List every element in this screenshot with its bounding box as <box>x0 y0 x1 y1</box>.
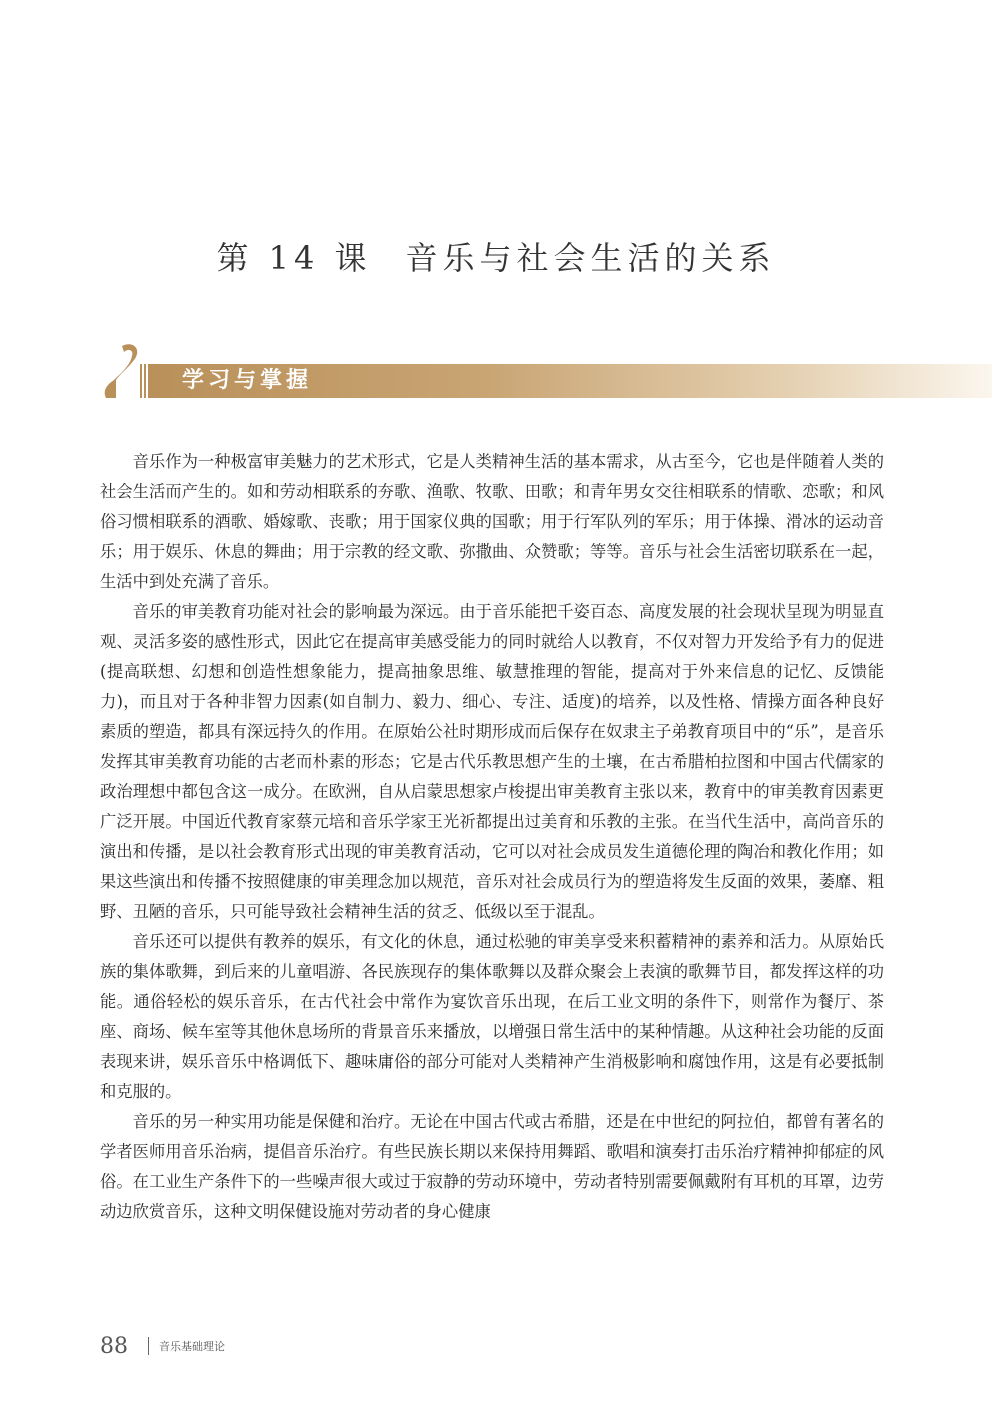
body-text <box>100 447 884 1227</box>
section-header <box>100 340 992 400</box>
book-title: 音乐基础理论 <box>159 1340 225 1353</box>
music-note-logo-icon <box>100 340 160 400</box>
paragraph: 音乐作为一种极富审美魅力的艺术形式，它是人类精神生活的基本需求，从古至今，它也是伴随着人类的社会生活而产生的。如和劳动相联系的夯歌、渔歌、牧歌、田歌；和青年男女交往相联系的情歌、恋歌；和风俗习惯相联系的酒歌、婚嫁歌、丧歌；用于国家仪典的国歌；用于行军队列的军乐；用于体操、滑冰的运动音乐；用于娱乐、休息的舞曲；用于宗教的经文歌、弥撒曲、众赞歌；等等。音乐与社会生活密切联系在一起，生活中到处充满了音乐。 <box>100 452 884 591</box>
footer-divider <box>148 1337 149 1355</box>
lesson-name: 音乐与社会生活的关系 <box>405 239 776 278</box>
section-title: 学习与掌握 <box>182 368 313 393</box>
lesson-number: 第 14 课 <box>216 239 372 278</box>
paragraph: 音乐的审美教育功能对社会的影响最为深远。由于音乐能把千姿百态、高度发展的社会现状呈现为明显直观、灵活多姿的感性形式，因此它在提高审美感受能力的同时就给人以教育，不仅对智力开发给予有力的促进(提高联想、幻想和创造性想象能力，提高抽象思维、敏慧推理的智能，提高对于外来信息的记忆、反馈能力)，而且对于各种非智力因素(如自制力、毅力、细心、专注、适度)的培养，以及性格、情操方面各种良好素质的塑造，都具有深远持久的作用。在原始公社时期形成而后保存在奴隶主子弟教育项目中的“乐”，是音乐发挥其审美教育功能的古老而朴素的形态；它是古代乐教思想产生的土壤，在古希腊柏拉图和中国古代儒家的政治理想中都包含这一成分。在欧洲，自从启蒙思想家卢梭提出审美教育主张以来，教育中的审美教育因素更广泛开展。中国近代教育家蔡元培和音乐学家王光祈都提出过美育和乐教的主张。在当代生活中，高尚音乐的演出和传播，是以社会教育形式出现的审美教育活动，它可以对社会成员发生道德伦理的陶冶和教化作用；如果这些演出和传播不按照健康的审美理念加以规范，音乐对社会成员行为的塑造将发生反面的效果，萎靡、粗野、丑陋的音乐，只可能导致社会精神生活的贫乏、低级以至于混乱。 <box>100 602 884 921</box>
paragraph: 音乐还可以提供有教养的娱乐，有文化的休息，通过松驰的审美享受来积蓄精神的素养和活力。从原始氏族的集体歌舞，到后来的儿童唱游、各民族现存的集体歌舞以及群众聚会上表演的歌舞节目，都发挥这样的功能。通俗轻松的娱乐音乐，在古代社会中常作为宴饮音乐出现，在后工业文明的条件下，则常作为餐厅、茶座、商场、候车室等其他休息场所的背景音乐来播放，以增强日常生活中的某种情趣。从这种社会功能的反面表现来讲，娱乐音乐中格调低下、趣味庸俗的部分可能对人类精神产生消极影响和腐蚀作用，这是有必要抵制和克服的。 <box>100 932 884 1101</box>
page-number: 88 <box>100 1333 128 1359</box>
page-footer <box>100 1331 225 1361</box>
lesson-title <box>0 233 992 279</box>
paragraph: 音乐的另一种实用功能是保健和治疗。无论在中国古代或古希腊，还是在中世纪的阿拉伯，都曾有著名的学者医师用音乐治病，提倡音乐治疗。有些民族长期以来保持用舞蹈、歌唱和演奏打击乐治疗精神抑郁症的风俗。在工业生产条件下的一些噪声很大或过于寂静的劳动环境中，劳动者特别需要佩戴附有耳机的耳罩，边劳动边欣赏音乐，这种文明保健设施对劳动者的身心健康 <box>100 1112 884 1221</box>
